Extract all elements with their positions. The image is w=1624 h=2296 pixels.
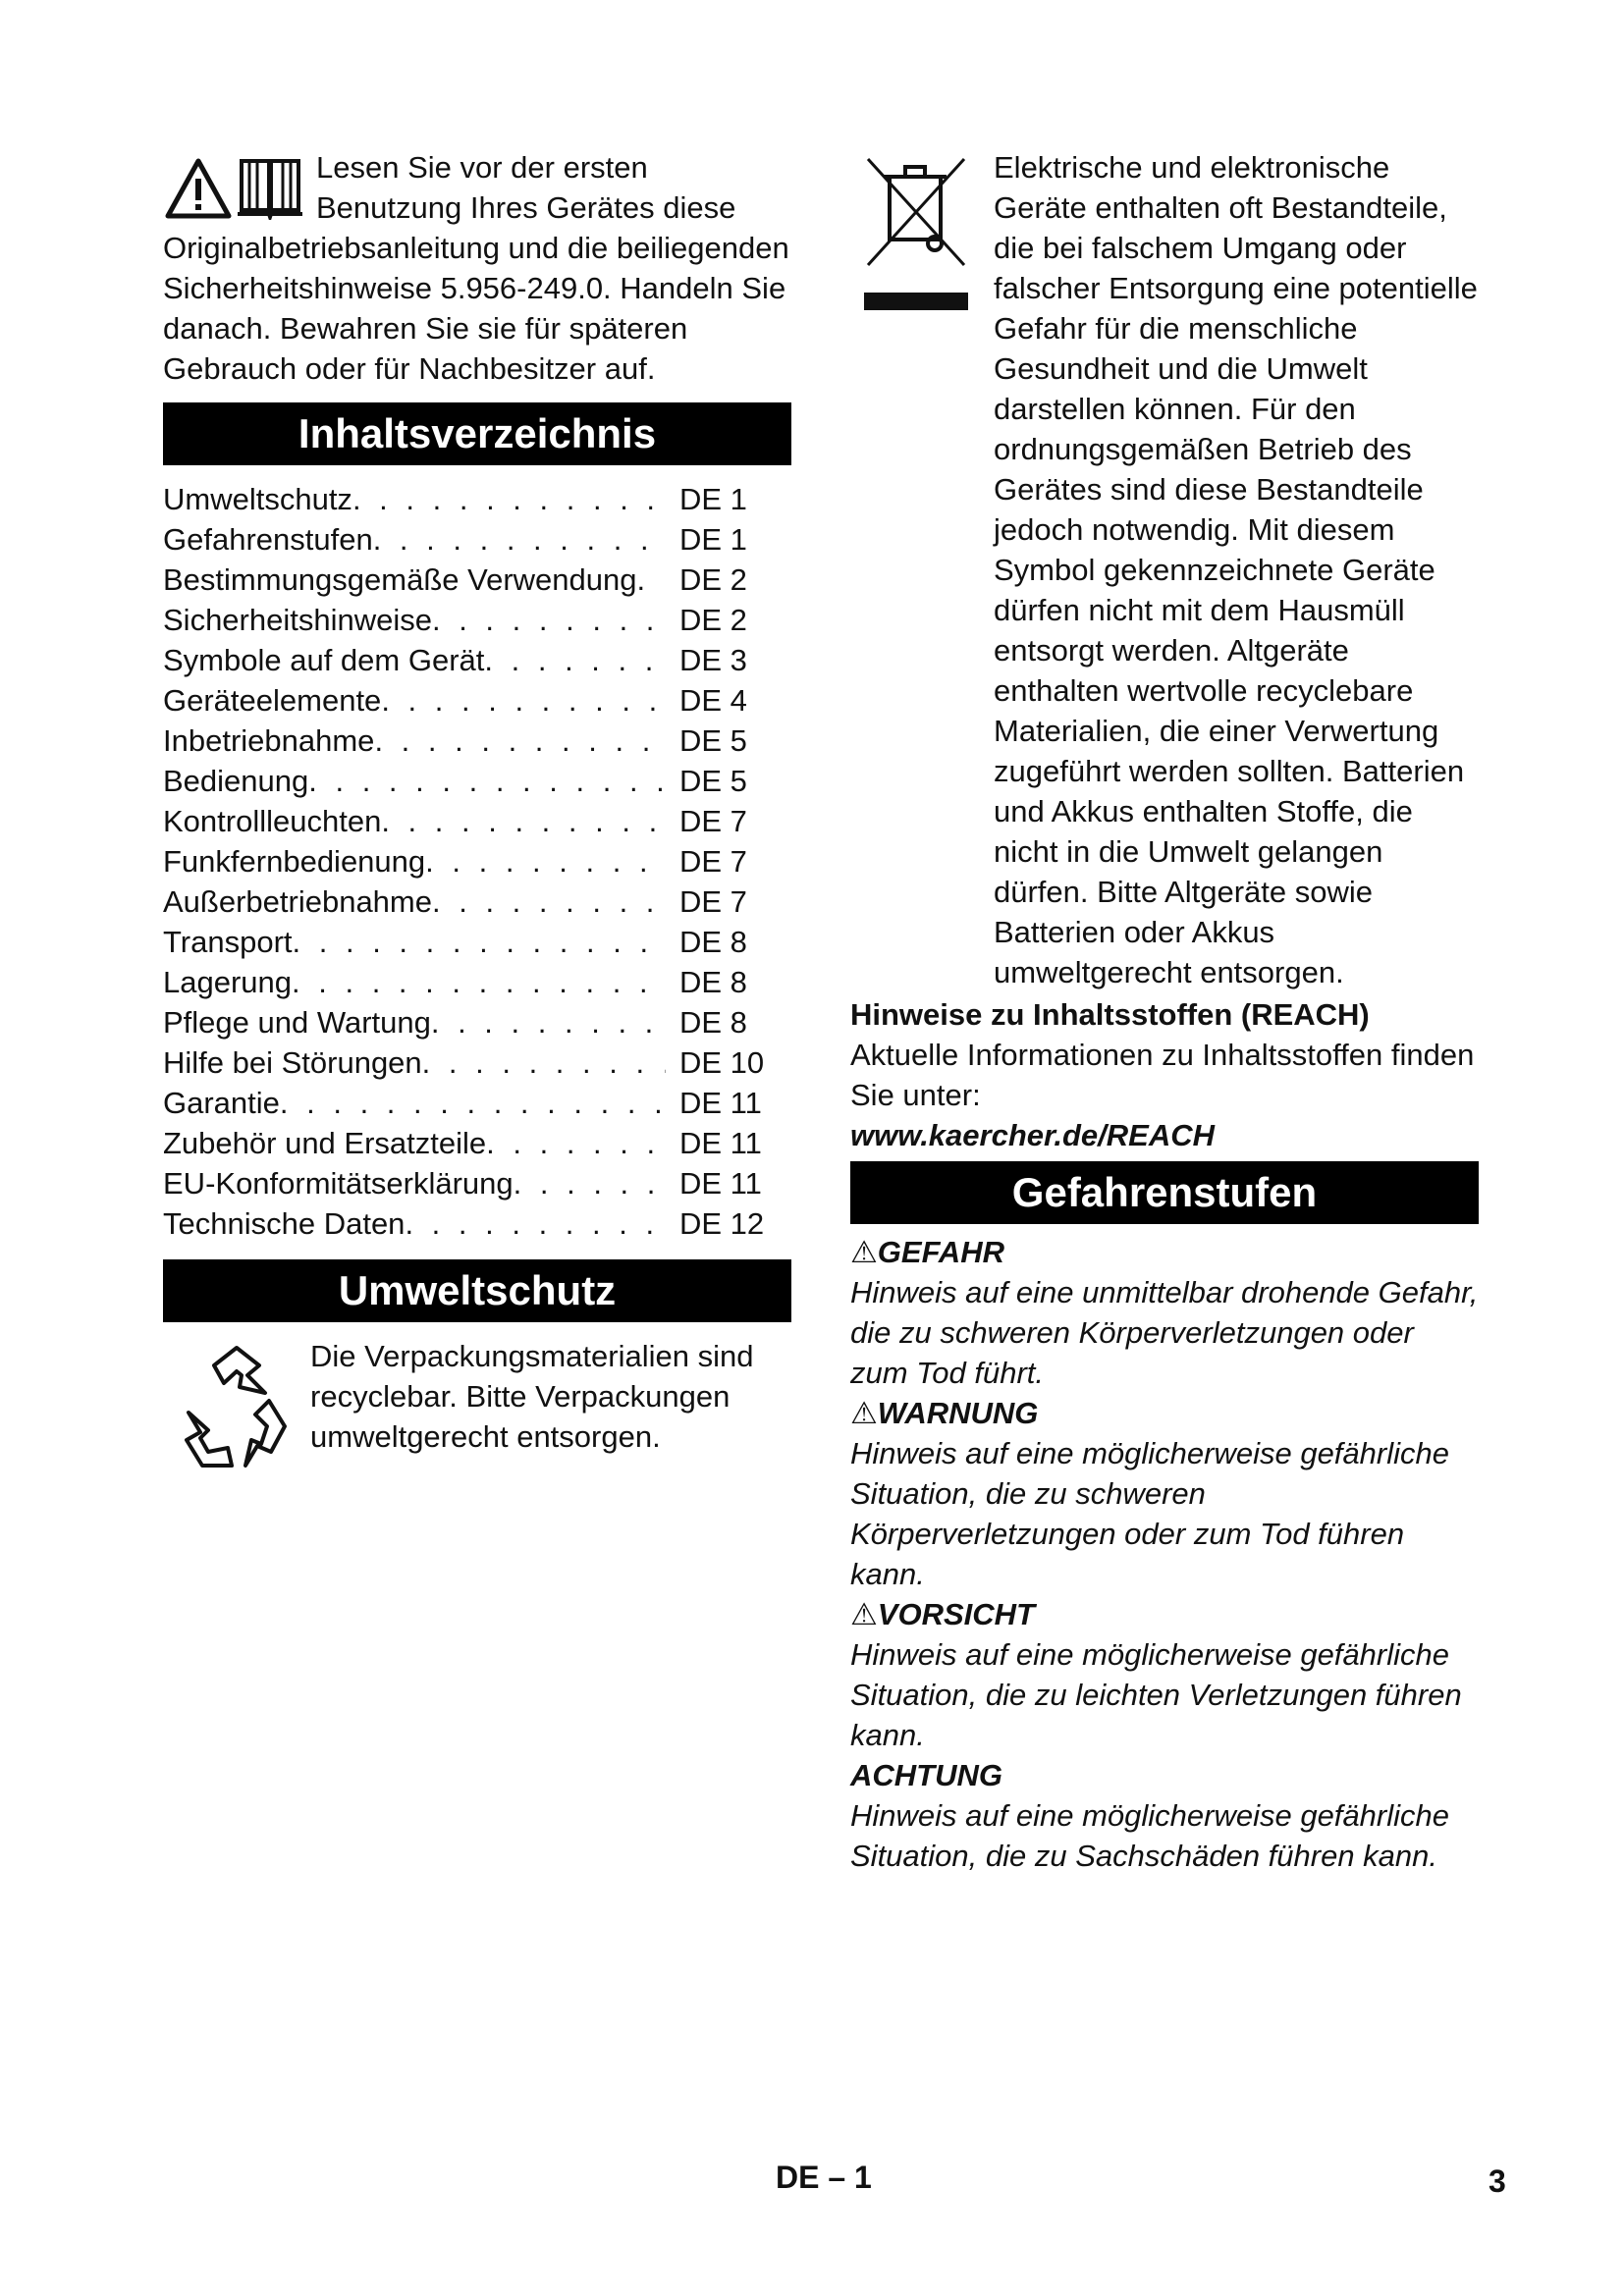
toc-leader-dots xyxy=(484,640,666,680)
toc-entry-page: DE 11 xyxy=(679,1166,762,1201)
toc-leader-dots xyxy=(381,801,666,841)
toc-entry-page: DE 7 xyxy=(679,844,747,879)
toc-entry-page: DE 1 xyxy=(679,482,747,516)
toc-entry-title: Technische Daten xyxy=(163,1206,406,1241)
toc-leader-dots xyxy=(636,560,666,600)
toc-entry-title: Garantie xyxy=(163,1086,280,1120)
toc-entry-title: Kontrollleuchten xyxy=(163,804,382,838)
toc-entry[interactable] xyxy=(163,1083,791,1123)
hazard-level-label: ⚠VORSICHT xyxy=(850,1597,1035,1631)
toc-leader-dots xyxy=(374,721,666,761)
recycle-icon xyxy=(163,1336,310,1483)
intro-icons xyxy=(163,151,308,220)
packaging-notice xyxy=(163,1336,791,1483)
toc-entry-title: Inbetriebnahme xyxy=(163,723,375,758)
toc-leader-dots xyxy=(514,1163,666,1203)
hazard-level-label: ⚠WARNUNG xyxy=(850,1396,1039,1430)
toc-entry-title: Gefahrenstufen xyxy=(163,522,373,557)
toc-entry-title: Bestimmungsgemäße Verwendung xyxy=(163,562,637,597)
toc-leader-dots xyxy=(280,1083,666,1123)
toc-entry[interactable] xyxy=(163,1203,791,1244)
toc-entry[interactable] xyxy=(163,640,791,680)
hazard-level-text: Hinweis auf eine möglicherweise gefährliche Situation, die zu leichten Verletzungen führen kann. xyxy=(850,1637,1462,1752)
reach-link[interactable]: www.kaercher.de/REACH xyxy=(850,1118,1215,1152)
toc-entry-title: EU-Konformitätserklärung xyxy=(163,1166,514,1201)
toc-leader-dots xyxy=(352,479,666,519)
toc-entry[interactable] xyxy=(163,881,791,922)
left-column xyxy=(163,147,791,1483)
toc-entry-page: DE 4 xyxy=(679,683,747,718)
toc-entry[interactable] xyxy=(163,922,791,962)
toc-entry-page: DE 11 xyxy=(679,1086,762,1120)
packaging-text: Die Verpackungsmaterialien sind recyclebar. Bitte Verpackungen umweltgerecht entsorgen. xyxy=(310,1339,754,1454)
toc-leader-dots xyxy=(293,922,666,962)
toc-entry-title: Umweltschutz xyxy=(163,482,352,516)
weee-notice xyxy=(850,147,1479,992)
reach-title: Hinweise zu Inhaltsstoffen (REACH) xyxy=(850,997,1370,1032)
right-column xyxy=(850,147,1479,1876)
footer-section-page: DE – 1 xyxy=(776,2160,872,2195)
toc-entry[interactable] xyxy=(163,721,791,761)
hazard-level-text: Hinweis auf eine möglicherweise gefährliche Situation, die zu schweren Körperverletzungen oder zum Tod führen kann. xyxy=(850,1436,1449,1591)
toc-entry-title: Pflege und Wartung xyxy=(163,1005,431,1040)
toc-entry-title: Transport xyxy=(163,925,293,959)
hazard-level-label: ⚠GEFAHR xyxy=(850,1235,1004,1269)
toc-entry-page: DE 5 xyxy=(679,723,747,758)
toc-entry-title: Symbole auf dem Gerät xyxy=(163,643,485,677)
toc-entry[interactable] xyxy=(163,1163,791,1203)
footer-page-number: 3 xyxy=(1489,2163,1506,2199)
hazard-level-text: Hinweis auf eine unmittelbar drohende Gefahr, die zu schweren Körperverletzungen oder zum Tod führt. xyxy=(850,1275,1479,1390)
toc-entry-page: DE 5 xyxy=(679,764,747,798)
toc-entry[interactable] xyxy=(163,1042,791,1083)
toc-entry-title: Zubehör und Ersatzteile xyxy=(163,1126,487,1160)
toc-entry[interactable] xyxy=(163,519,791,560)
open-book-icon xyxy=(238,161,302,217)
toc-list xyxy=(163,479,791,1244)
toc-entry[interactable] xyxy=(163,479,791,519)
hazard-levels-heading: Gefahrenstufen xyxy=(850,1161,1479,1224)
hazard-level-label: ACHTUNG xyxy=(850,1758,1002,1792)
toc-entry[interactable] xyxy=(163,560,791,600)
toc-entry-page: DE 1 xyxy=(679,522,747,557)
toc-entry-page: DE 3 xyxy=(679,643,747,677)
toc-entry-page: DE 2 xyxy=(679,603,747,637)
toc-entry[interactable] xyxy=(163,801,791,841)
toc-entry-title: Hilfe bei Störungen xyxy=(163,1045,422,1080)
toc-entry[interactable] xyxy=(163,600,791,640)
toc-leader-dots xyxy=(432,881,666,922)
toc-entry-page: DE 11 xyxy=(679,1126,762,1160)
toc-leader-dots xyxy=(308,761,666,801)
toc-leader-dots xyxy=(486,1123,666,1163)
toc-entry-page: DE 8 xyxy=(679,1005,747,1040)
toc-entry-title: Außerbetriebnahme xyxy=(163,884,432,919)
toc-entry[interactable] xyxy=(163,841,791,881)
toc-entry-title: Funkfernbedienung xyxy=(163,844,426,879)
toc-leader-dots xyxy=(405,1203,666,1244)
toc-leader-dots xyxy=(373,519,666,560)
toc-entry-page: DE 2 xyxy=(679,562,747,597)
toc-entry-page: DE 7 xyxy=(679,804,747,838)
weee-text: Elektrische und elektronische Geräte enthalten oft Bestandteile, die bei falschem Umgang oder falscher Entsorgung eine potentielle Gefahr für die menschliche Gesundheit und die Umwelt darstellen können. Für den ordnungsgemäßen Betrieb des Gerätes sind diese Bestandteile jedoch notwendig. Mit diesem Symbol gekennzeichnete Geräte dürfen nicht mit dem Hausmüll entsorgt werden. Altgeräte enthalten wertvolle recyclebare Materialien, die einer Verwertung zugeführt werden sollten. Batterien und Akkus enthalten Stoffe, die nicht in die Umwelt gelangen dürfen. Bitte Altgeräte sowie Batterien oder Akkus umweltgerecht entsorgen. xyxy=(994,150,1478,989)
toc-entry-page: DE 8 xyxy=(679,925,747,959)
toc-entry[interactable] xyxy=(163,1002,791,1042)
toc-entry-title: Bedienung xyxy=(163,764,309,798)
toc-entry[interactable] xyxy=(163,962,791,1002)
hazard-level-text: Hinweis auf eine möglicherweise gefährliche Situation, die zu Sachschäden führen kann. xyxy=(850,1798,1449,1873)
toc-leader-dots xyxy=(432,600,666,640)
reach-text: Aktuelle Informationen zu Inhaltsstoffen finden Sie unter: xyxy=(850,1038,1475,1112)
crossed-out-bin-icon xyxy=(850,147,982,324)
toc-leader-dots xyxy=(425,841,666,881)
toc-leader-dots xyxy=(292,962,666,1002)
toc-entry-title: Geräteelemente xyxy=(163,683,382,718)
toc-leader-dots xyxy=(381,680,666,721)
hazard-levels-list xyxy=(850,1232,1479,1876)
toc-entry-page: DE 10 xyxy=(679,1045,765,1080)
toc-entry[interactable] xyxy=(163,761,791,801)
toc-entry[interactable] xyxy=(163,1123,791,1163)
toc-entry-title: Sicherheitshinweise xyxy=(163,603,432,637)
toc-entry-title: Lagerung xyxy=(163,965,293,999)
intro-paragraph: Lesen Sie vor der ersten Benutzung Ihres Gerätes diese Originalbetriebsanleitung und die beiliegenden Sicherheitshinweise 5.956-249.0. Handeln Sie danach. Bewahren Sie sie für späteren Gebrauch oder für Nachbesitzer auf. xyxy=(163,150,789,386)
toc-heading: Inhaltsverzeichnis xyxy=(163,402,791,465)
toc-entry[interactable] xyxy=(163,680,791,721)
warning-triangle-icon xyxy=(163,151,308,220)
toc-entry-page: DE 12 xyxy=(679,1206,765,1241)
toc-entry-page: DE 8 xyxy=(679,965,747,999)
toc-leader-dots xyxy=(422,1042,666,1083)
toc-leader-dots xyxy=(431,1002,666,1042)
environment-heading: Umweltschutz xyxy=(163,1259,791,1322)
toc-entry-page: DE 7 xyxy=(679,884,747,919)
